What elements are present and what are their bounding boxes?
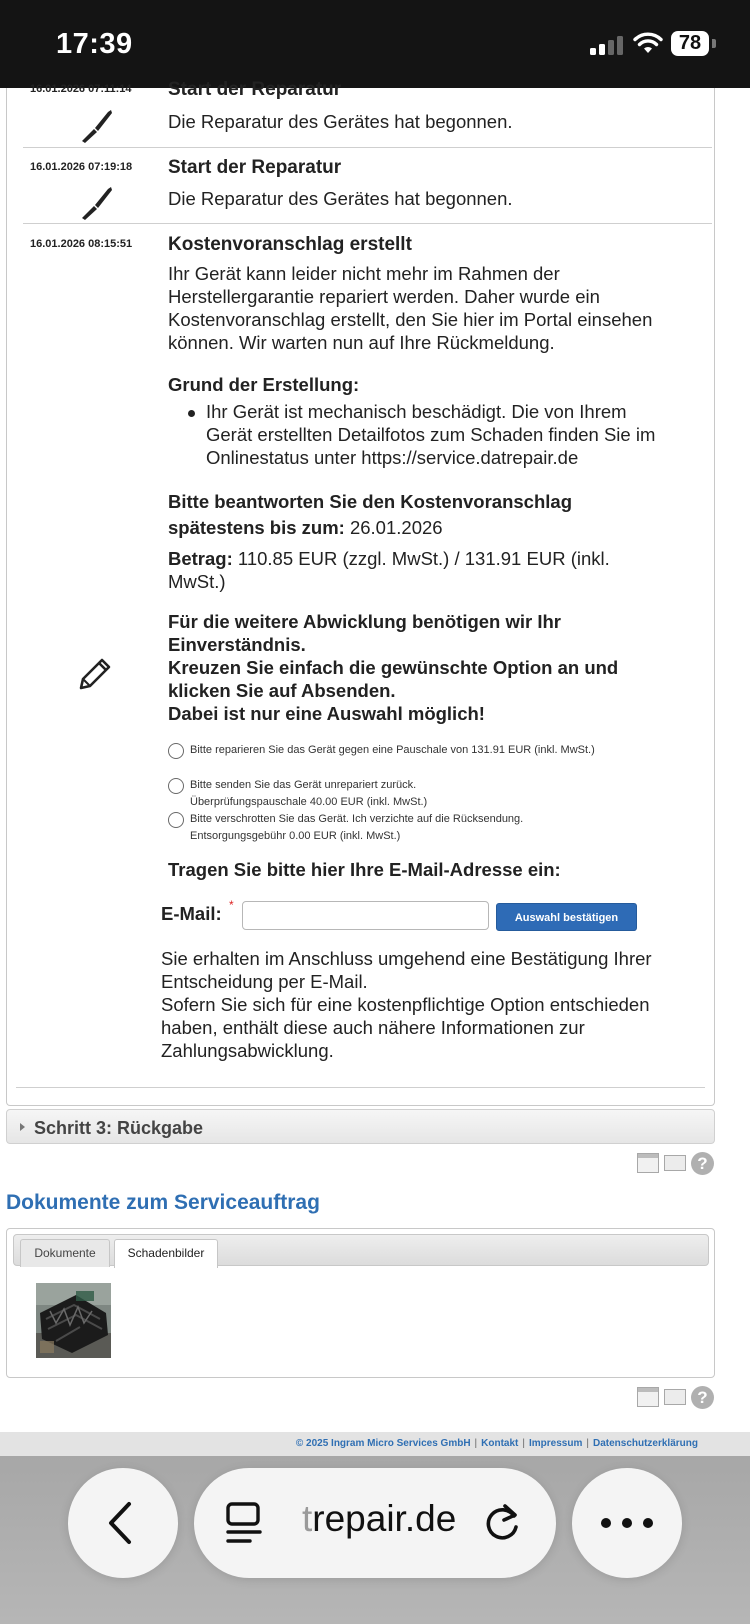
option-return-fee: Überprüfungspauschale 40.00 EUR (inkl. MwSt.) — [190, 796, 428, 808]
step3-label: Schritt 3: Rückgabe — [34, 1118, 204, 1138]
bullet — [188, 410, 195, 417]
print-icon[interactable] — [637, 1153, 659, 1173]
consent-line: klicken Sie auf Absenden. — [168, 680, 396, 701]
wifi-icon — [633, 31, 663, 55]
footer-copyright: © 2025 Ingram Micro Services GmbH — [295, 1438, 471, 1449]
event-timestamp: 16.01.2026 07:11:14 — [30, 83, 132, 95]
option-repair-label[interactable]: Bitte reparieren Sie das Gerät gegen eine Pauschale von 131.91 EUR (inkl. MwSt.) — [190, 744, 595, 756]
after-text-line: Sie erhalten im Anschluss umgehend eine Bestätigung Ihrer — [161, 948, 652, 969]
consent-line: Für die weitere Abwicklung benötigen wir Ihr — [168, 611, 561, 632]
cellular-signal-icon — [590, 35, 626, 55]
required-marker: * — [229, 898, 234, 912]
event-timestamp: 16.01.2026 07:19:18 — [30, 161, 133, 173]
deadline-value: 26.01.2026 — [349, 517, 443, 538]
back-button[interactable] — [68, 1468, 178, 1578]
after-text-line: haben, enthält diese auch nähere Informationen zur — [161, 1017, 585, 1038]
pencil-icon — [75, 654, 115, 694]
battery-indicator: 78 — [671, 31, 709, 56]
url-prefix: t — [302, 1498, 313, 1539]
option-repair-radio[interactable] — [168, 743, 184, 759]
print-icon[interactable] — [637, 1387, 659, 1407]
step3-accordion[interactable] — [6, 1109, 715, 1144]
email-heading: Tragen Sie bitte hier Ihre E-Mail-Adresse ein: — [168, 859, 561, 880]
documents-tabbar — [13, 1234, 709, 1266]
event-title: Start der Reparatur — [168, 79, 342, 100]
footer-link-privacy[interactable]: Datenschutzerklärung — [592, 1438, 698, 1449]
consent-line: Kreuzen Sie einfach die gewünschte Option an und — [168, 657, 619, 678]
status-bar — [0, 0, 750, 88]
documents-title: Dokumente zum Serviceauftrag — [6, 1191, 320, 1214]
after-text-line: Sofern Sie sich für eine kostenpflichtige Option entschieden — [161, 994, 650, 1015]
after-text-line: Entscheidung per E-Mail. — [161, 971, 368, 992]
wrench-icon — [77, 181, 117, 221]
reason-heading: Grund der Erstellung: — [168, 374, 360, 395]
documents-panel — [6, 1228, 715, 1378]
reload-icon[interactable] — [481, 1502, 523, 1544]
more-button[interactable] — [572, 1468, 682, 1578]
footer-link-contact[interactable]: Kontakt — [481, 1438, 519, 1449]
event-description: Die Reparatur des Gerätes hat begonnen. — [168, 188, 513, 209]
tab-damage-images[interactable]: Schadenbilder — [114, 1239, 218, 1268]
event-title: Kostenvoranschlag erstellt — [168, 234, 412, 255]
consent-line: Dabei ist nur eine Auswahl möglich! — [168, 703, 485, 724]
estimate-intro-line: Kostenvoranschlag erstellt, den Sie hier im Portal einsehen — [168, 309, 653, 330]
damage-photo-thumbnail[interactable] — [36, 1283, 111, 1358]
divider — [23, 223, 712, 224]
divider — [23, 147, 712, 148]
event-title: Start der Reparatur — [168, 157, 342, 178]
damage-photo — [36, 1283, 111, 1358]
option-scrap-radio[interactable] — [168, 812, 184, 828]
battery-tip — [712, 39, 716, 48]
reason-line: Onlinestatus unter https://service.datrepair.de — [206, 447, 579, 468]
confirm-selection-button[interactable]: Auswahl bestätigen — [496, 903, 637, 931]
reason-line: Ihr Gerät ist mechanisch beschädigt. Die von Ihrem — [206, 401, 627, 422]
clock: 17:39 — [56, 28, 133, 60]
reason-line: Gerät erstellten Detailfotos zum Schaden finden Sie im — [206, 424, 656, 445]
after-text-line: Zahlungsabwicklung. — [161, 1040, 334, 1061]
help-icon[interactable]: ? — [691, 1152, 714, 1175]
event-description: Die Reparatur des Gerätes hat begonnen. — [168, 111, 513, 132]
amount-value-cont: MwSt.) — [168, 571, 226, 592]
footer — [0, 1432, 750, 1456]
footer-link-imprint[interactable]: Impressum — [529, 1438, 583, 1449]
email-label: E-Mail: — [161, 903, 222, 924]
deadline-label: spätestens bis zum: — [168, 517, 345, 538]
mail-icon[interactable] — [664, 1155, 686, 1171]
option-scrap-fee: Entsorgungsgebühr 0.00 EUR (inkl. MwSt.) — [190, 830, 401, 842]
option-scrap-label[interactable]: Bitte verschrotten Sie das Gerät. Ich verzichte auf die Rücksendung. — [190, 813, 524, 825]
wrench-icon — [77, 104, 117, 144]
consent-line: Einverständnis. — [168, 634, 306, 655]
address-bar[interactable] — [194, 1468, 556, 1578]
footer-links: © 2025 Ingram Micro Services GmbH | Kontakt | Impressum | Datenschutzerklärung — [295, 1438, 698, 1449]
amount-label: Betrag: — [168, 548, 233, 569]
url-domain: repair.de — [312, 1498, 457, 1539]
page-tools — [637, 1152, 717, 1176]
option-return-radio[interactable] — [168, 778, 184, 794]
divider — [16, 1087, 705, 1088]
estimate-intro-line: Ihr Gerät kann leider nicht mehr im Rahmen der — [168, 263, 560, 284]
url-text[interactable] — [302, 1498, 456, 1540]
estimate-intro-line: Herstellergarantie repariert werden. Daher wurde ein — [168, 286, 600, 307]
more-dots-icon — [600, 1517, 654, 1529]
deadline-heading: Bitte beantworten Sie den Kostenvoranschlag — [168, 491, 572, 512]
page-tools — [637, 1386, 717, 1410]
option-return-label[interactable]: Bitte senden Sie das Gerät unrepariert zurück. — [190, 779, 417, 791]
event-timestamp: 16.01.2026 08:15:51 — [30, 238, 133, 250]
browser-toolbar — [0, 1456, 750, 1624]
tab-documents[interactable]: Dokumente — [20, 1239, 110, 1267]
reader-mode-icon[interactable] — [224, 1501, 264, 1545]
email-input[interactable] — [242, 901, 489, 930]
expand-arrow-icon — [20, 1123, 25, 1131]
deadline-row — [168, 516, 688, 539]
mail-icon[interactable] — [664, 1389, 686, 1405]
estimate-intro-line: können. Wir warten nun auf Ihre Rückmeldung. — [168, 332, 555, 353]
chevron-left-icon — [103, 1500, 143, 1546]
amount-row — [168, 547, 688, 570]
help-icon[interactable]: ? — [691, 1386, 714, 1409]
amount-value: 110.85 EUR (zzgl. MwSt.) / 131.91 EUR (inkl. — [237, 548, 610, 569]
